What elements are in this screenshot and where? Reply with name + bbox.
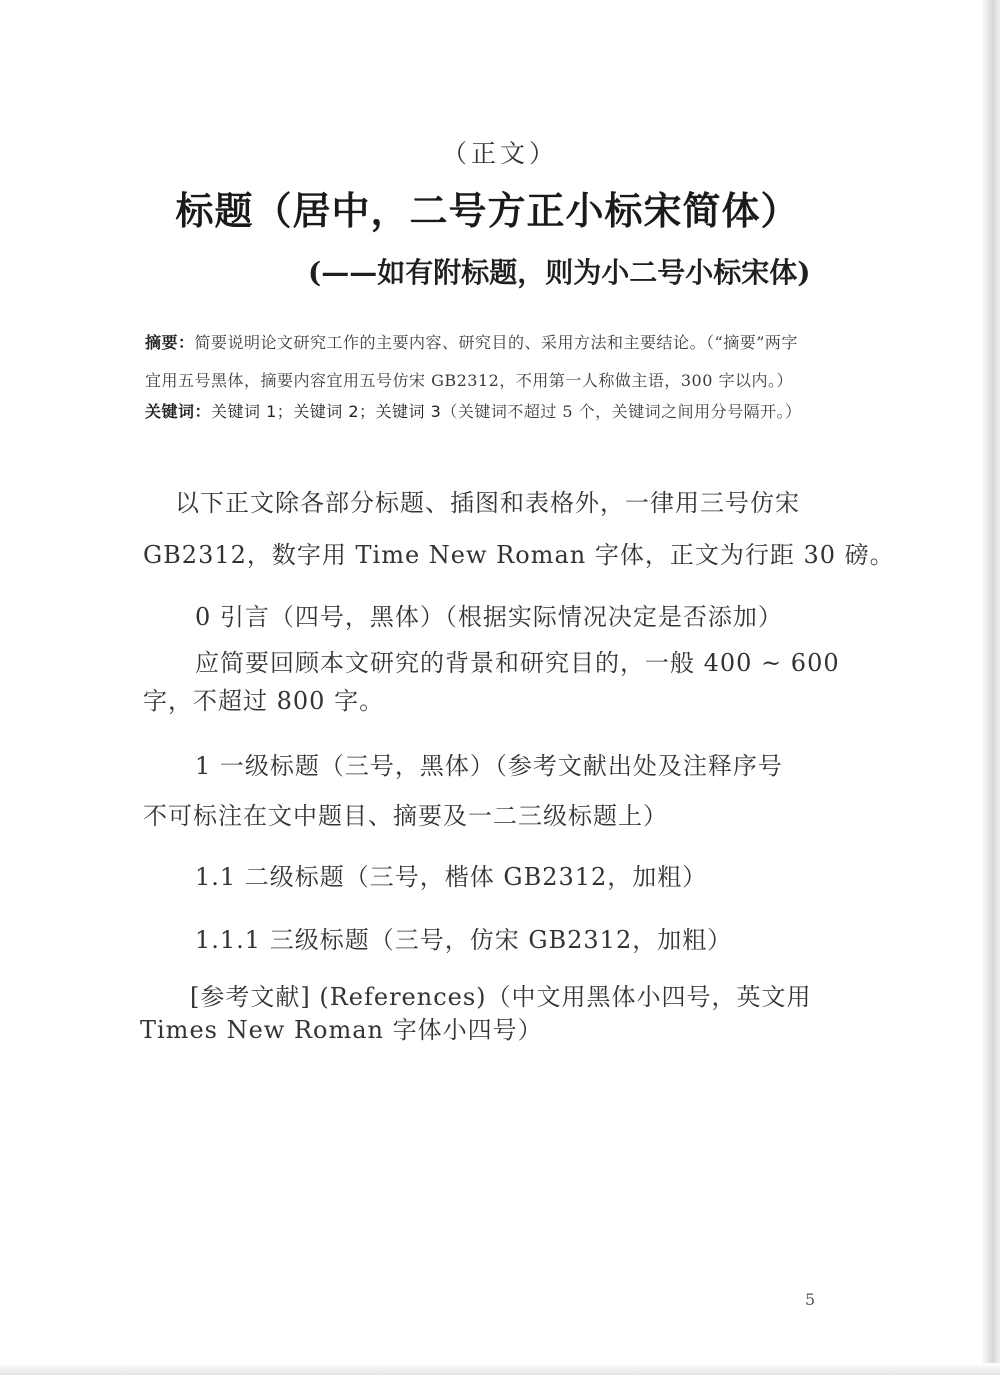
keywords-values: 关键词 1；关键词 2；关键词 3 [211, 402, 442, 421]
keywords-note: （关键词不超过 5 个，关键词之间用分号隔开。） [441, 402, 802, 421]
section-label: （正文） [441, 139, 558, 168]
section-1-1-1-heading: 1.1.1 三级标题（三号，仿宋 GB2312，加粗） [195, 926, 733, 954]
scan-edge-shadow [982, 0, 1000, 1375]
scan-bottom-shadow [0, 1363, 1000, 1375]
abstract-line-1 [145, 330, 798, 353]
section-0-heading: 0 引言（四号，黑体）（根据实际情况决定是否添加） [195, 603, 783, 631]
section-0-text-1: 应简要回顾本文研究的背景和研究目的，一般 400 ~ 600 [195, 649, 840, 677]
section-1-heading-1: 1 一级标题（三号，黑体）（参考文献出处及注释序号 [195, 752, 783, 780]
section-1-heading-2: 不可标注在文中题目、摘要及一二三级标题上） [143, 802, 668, 830]
references-heading-2: Times New Roman 字体小四号） [140, 1016, 543, 1044]
section-0-text-2: 字，不超过 800 字。 [143, 687, 385, 715]
page-number: 5 [805, 1290, 816, 1309]
intro-line-2: GB2312，数字用 Time New Roman 字体，正文为行距 30 磅。 [143, 541, 895, 569]
abstract-text-1: 简要说明论文研究工作的主要内容、研究目的、采用方法和主要结论。（“摘要”两字 [194, 333, 798, 352]
keywords-label: 关键词： [145, 402, 212, 421]
intro-line-1: 以下正文除各部分标题、插图和表格外，一律用三号仿宋 [175, 489, 800, 517]
page-subtitle: (——如有附标题，则为小二号小标宋体) [308, 256, 811, 289]
abstract-line-2: 宜用五号黑体，摘要内容宜用五号仿宋 GB2312，不用第一人称做主语，300 字以内。） [145, 371, 793, 390]
abstract-label: 摘要： [145, 333, 195, 352]
keywords-line [145, 399, 802, 422]
section-1-1-heading: 1.1 二级标题（三号，楷体 GB2312，加粗） [195, 863, 708, 891]
references-heading-1: [参考文献] (References)（中文用黑体小四号，英文用 [190, 983, 812, 1011]
page-title: 标题（居中，二号方正小标宋简体） [175, 188, 800, 233]
